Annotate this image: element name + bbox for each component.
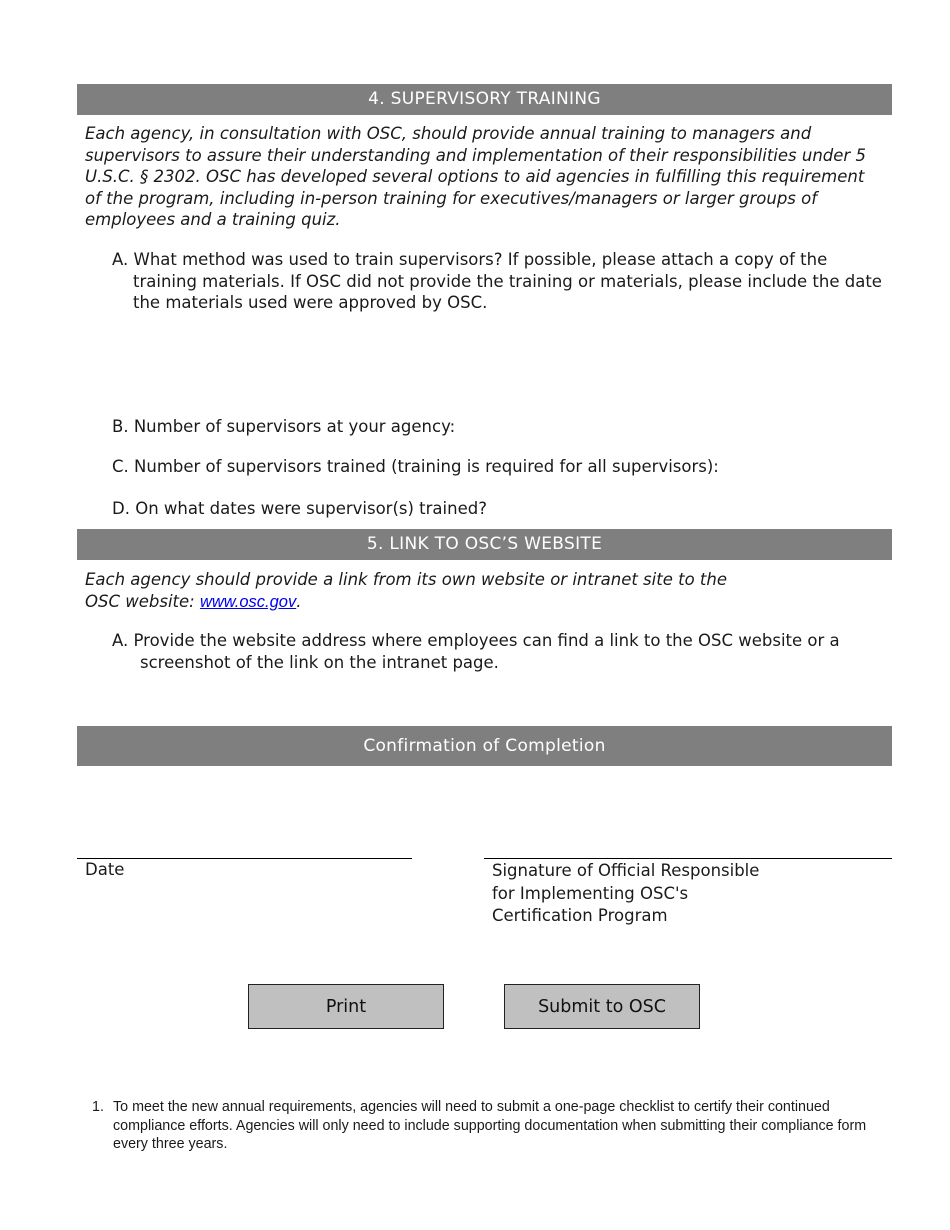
confirmation-title: Confirmation of Completion <box>363 736 606 756</box>
question-label: D. <box>112 499 130 518</box>
question-4c <box>112 456 882 478</box>
signature-label-line: Certification Program <box>492 906 668 925</box>
section-5-intro <box>85 569 875 613</box>
signature-label <box>492 860 759 928</box>
signature-label-line: Signature of Official Responsible <box>492 861 760 880</box>
question-4d <box>112 498 882 520</box>
date-line[interactable] <box>77 858 412 859</box>
section-5-intro-suffix: . <box>296 591 302 611</box>
question-5a <box>112 630 882 673</box>
question-text: Number of supervisors trained (training is required for all supervisors): <box>134 457 719 476</box>
section-5-header <box>77 529 892 560</box>
question-text-line1: Provide the website address where employees can find a link to the OSC website or a <box>133 631 840 650</box>
question-label: A. <box>112 631 129 650</box>
section-4-intro: Each agency, in consultation with OSC, should provide annual training to managers and supervisors to assure their understanding and implementation of their responsibilities under 5 U.S.C. § 2302. OSC has developed several options to aid agencies in fulfilling this requirement of the program, including in-person training for executives/managers or larger groups of employees and a training quiz. <box>85 124 866 229</box>
question-4b <box>112 416 882 438</box>
date-label: Date <box>85 860 125 879</box>
print-button[interactable]: Print <box>248 984 444 1029</box>
question-4a <box>112 249 882 314</box>
question-label: C. <box>112 457 129 476</box>
section-5-intro-prefix: OSC website: <box>85 591 200 611</box>
osc-website-link[interactable]: www.osc.gov <box>199 592 297 611</box>
question-label: B. <box>112 417 129 436</box>
footnote-text: To meet the new annual requirements, agencies will need to submit a one-page checklist to certify their continued compliance efforts. Agencies will only need to include supporting documentation when submitting their compliance form every three years. <box>113 1099 867 1152</box>
section-5-title: 5. LINK TO OSC’S WEBSITE <box>366 534 603 554</box>
question-text: Number of supervisors at your agency: <box>133 417 456 436</box>
question-text-rest: training materials. If OSC did not provide the training or materials, please include the date the materials used were approved by OSC. <box>133 271 882 312</box>
confirmation-header <box>77 726 892 766</box>
section-4-title: 4. SUPERVISORY TRAINING <box>368 89 601 109</box>
section-5-intro-line1: Each agency should provide a link from its own website or intranet site to the <box>85 570 727 589</box>
question-label: A. <box>112 250 129 269</box>
footnote <box>92 1098 892 1154</box>
question-text-line1: What method was used to train supervisors? If possible, please attach a copy of the <box>133 250 828 269</box>
signature-label-line: for Implementing OSC's <box>492 883 689 903</box>
section-4-header <box>77 84 892 115</box>
question-text-rest: screenshot of the link on the intranet page. <box>140 652 499 672</box>
signature-line[interactable] <box>484 858 892 859</box>
submit-to-osc-button[interactable]: Submit to OSC <box>504 984 700 1029</box>
footnote-number: 1. <box>92 1099 104 1115</box>
question-text: On what dates were supervisor(s) trained? <box>135 499 487 518</box>
